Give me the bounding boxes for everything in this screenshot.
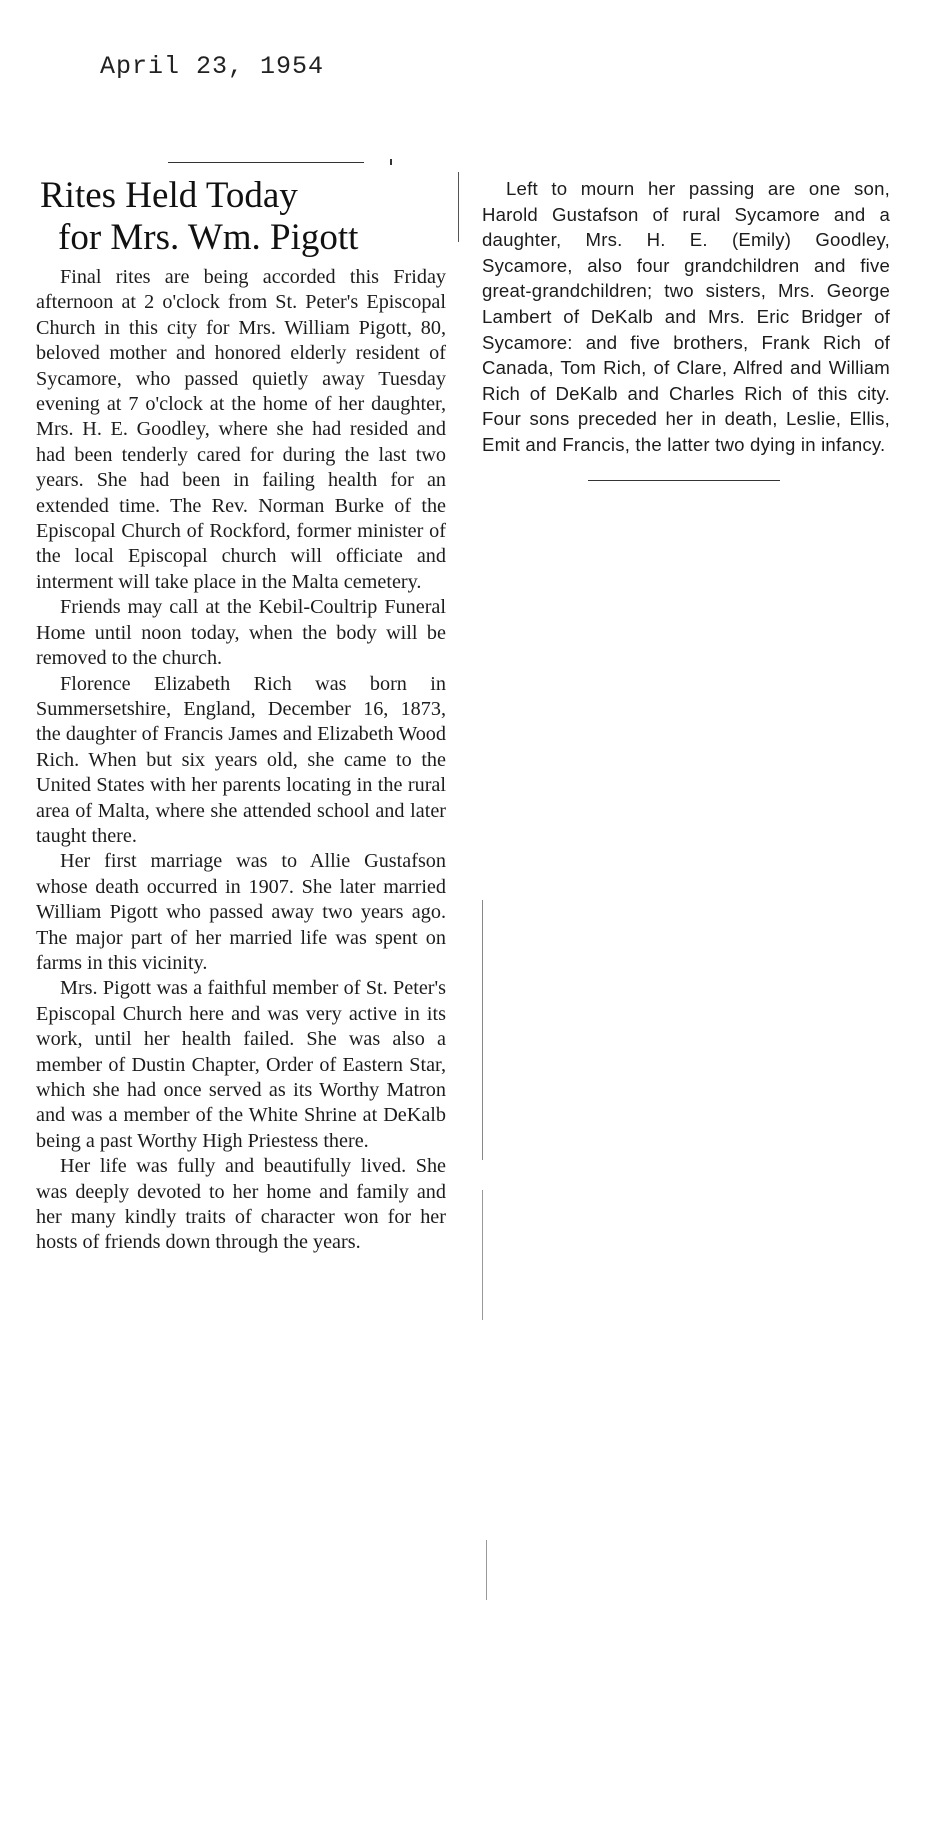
paragraph-biography: Florence Elizabeth Rich was born in Summersetshire, England, December 16, 1873, the daughter of Francis James and Elizabeth Wood Rich. When but six years old, she came to the United States with her parents locating in the rural area of Malta, where she attended school and later taught there. xyxy=(36,672,446,847)
paragraph-visitation: Friends may call at the Kebil-Coultrip Funeral Home until noon today, when the body will be removed to the church. xyxy=(36,596,446,670)
article-end-rule xyxy=(588,480,780,481)
rule-tick-mark xyxy=(390,159,392,165)
paragraph-final-rites: Final rites are being accorded this Friday afternoon at 2 o'clock from St. Peter's Episcopal Church in this city for Mrs. William Pigott, 80, beloved mother and honored elderly resident of Sycamore, who passed quietly away Tuesday evening at 7 o'clock at the home of her daughter, Mrs. H. E. Goodley, where she had resided and had been tenderly cared for during the last two years. She had been in failing health for an extended time. The Rev. Norman Burke of the Episcopal Church of Rockford, former minister of the local Episcopal church will officiate and interment will take place in the Malta cemetery. xyxy=(36,266,446,593)
headline-line-2: for Mrs. Wm. Pigott xyxy=(58,217,359,258)
article-left-column xyxy=(36,162,446,1256)
paragraph-life: Her life was fully and beautifully lived. She was deeply devoted to her home and family and her many kindly traits of character won for her hosts of friends down through the years. xyxy=(36,1155,446,1254)
paragraph-marriage: Her first marriage was to Allie Gustafson whose death occurred in 1907. She later married William Pigott who passed away two years ago. The major part of her married life was spent on farms in this vicinity. xyxy=(36,850,446,974)
paragraph-survivors: Left to mourn her passing are one son, Harold Gustafson of rural Sycamore and a daughter, Mrs. H. E. (Emily) Goodley, Sycamore, also four grandchildren and five great-grandchildren; two sisters, Mrs. George Lambert of DeKalb and Mrs. Eric Bridger of Sycamore: and five brothers, Frank Rich of Canada, Tom Rich, of Clare, Alfred and William Rich of DeKalb and Charles Rich of this city. Four sons preceded her in death, Leslie, Ellis, Emit and Francis, the latter two dying in infancy. xyxy=(482,178,890,455)
column-edge-mark xyxy=(482,900,483,1160)
clipping-date: April 23, 1954 xyxy=(100,52,325,81)
paragraph-church-service: Mrs. Pigott was a faithful member of St. Peter's Episcopal Church here and was very active in its work, until her health failed. She was also a member of Dustin Chapter, Order of Eastern Star, which she had once served as its Worthy Matron and was a member of the White Shrine at DeKalb being a past Worthy High Priestess there. xyxy=(36,977,446,1152)
column-edge-mark xyxy=(486,1540,487,1600)
headline-line-1: Rites Held Today xyxy=(40,175,298,216)
article-headline xyxy=(36,175,446,259)
headline-top-rule xyxy=(168,162,364,163)
article-body xyxy=(36,265,446,1256)
column-edge-mark xyxy=(458,172,459,242)
article-right-column xyxy=(482,176,890,481)
column-edge-mark xyxy=(482,1190,483,1320)
